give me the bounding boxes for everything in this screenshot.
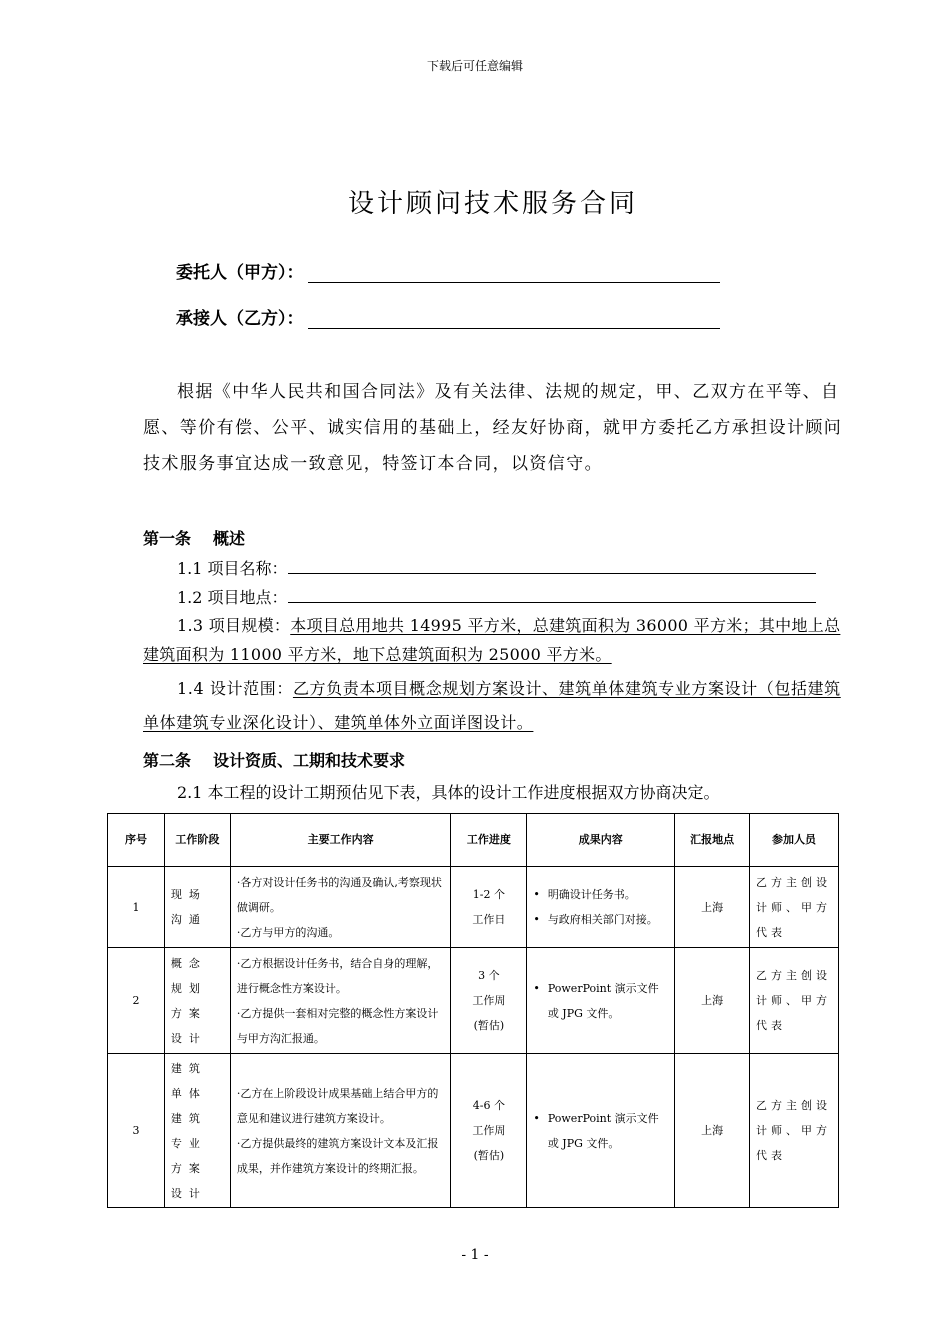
header-note: 下载后可任意编辑: [426, 59, 523, 73]
row-content: [230, 1054, 451, 1208]
row-place: 上海: [675, 1054, 750, 1208]
item-1-4-label: 1.4 设计范围：: [177, 679, 293, 698]
row-number: 3: [108, 1054, 165, 1208]
row-stage: 建筑单体建筑专业方案设计: [164, 1054, 230, 1208]
client-label: 委托人（甲方）：: [176, 263, 304, 283]
row-place: 上海: [675, 867, 750, 948]
table-row: [108, 1054, 839, 1208]
table-header: 参加人员: [750, 814, 839, 867]
content-line: ·乙方提供最终的建筑方案设计文本及汇报成果，并作建筑方案设计的终期汇报。: [236, 1136, 439, 1175]
row-number: 1: [108, 867, 165, 948]
item-2-1: [143, 777, 848, 809]
table-header: 成果内容: [527, 814, 675, 867]
progress-line: (暂估): [473, 1019, 505, 1032]
item-1-4-text: 乙方负责本项目概念规划方案设计、建筑单体建筑专业方案设计（包括建筑单体建筑专业深化设计）、建筑单体外立面详图设计。: [143, 679, 841, 732]
article2-title: 设计资质、工期和技术要求: [213, 751, 406, 770]
row-progress: [451, 867, 527, 948]
contractor-blank[interactable]: [308, 308, 720, 329]
article2-heading: [143, 748, 405, 771]
table-header: 工作阶段: [164, 814, 230, 867]
progress-line: 工作周: [472, 994, 506, 1007]
table-header: 序号: [108, 814, 165, 867]
item-1-2: [143, 582, 848, 614]
bullet-icon: •: [533, 1111, 540, 1125]
progress-line: 工作日: [472, 913, 506, 926]
row-place: 上海: [675, 948, 750, 1054]
progress-line: 工作周: [472, 1124, 506, 1137]
row-results: [527, 1054, 675, 1208]
article1-title: 概述: [213, 529, 246, 548]
intro-paragraph: [143, 374, 848, 482]
article2-number: 第二条: [143, 751, 192, 770]
progress-line: 1-2 个: [472, 888, 505, 901]
content-line: ·乙方在上阶段设计成果基础上结合甲方的意见和建议进行建筑方案设计。: [236, 1086, 439, 1125]
progress-line: (暂估): [473, 1149, 505, 1162]
table-row: [108, 867, 839, 948]
row-people: 乙方主创设计师、甲方代表: [750, 867, 839, 948]
row-progress: [451, 1054, 527, 1208]
row-results: [527, 867, 675, 948]
project-location-blank[interactable]: [288, 584, 816, 603]
item-1-1-label: 1.1 项目名称：: [177, 559, 288, 578]
item-1-3: [143, 611, 848, 669]
item-1-2-label: 1.2 项目地点：: [177, 588, 288, 607]
content-line: ·乙方与甲方的沟通。: [236, 925, 340, 939]
bullet-icon: •: [533, 981, 540, 995]
table-header: 汇报地点: [675, 814, 750, 867]
item-1-3-text: 本项目总用地共 14995 平方米，总建筑面积为 36000 平方米；其中地上总建筑面积为 11000 平方米，地下总建筑面积为 25000 平方米。: [143, 616, 841, 664]
bullet-icon: •: [533, 913, 540, 926]
content-line: ·各方对设计任务书的沟通及确认,考察现状做调研。: [236, 875, 442, 914]
result-item: [533, 1106, 668, 1156]
result-item: [533, 882, 668, 907]
content-line: ·乙方根据设计任务书，结合自身的理解，进行概念性方案设计。: [236, 956, 439, 995]
result-text: 与政府相关部门对接。: [547, 913, 658, 926]
item-2-1-text: 2.1 本工程的设计工期预估见下表，具体的设计工作进度根据双方协商决定。: [177, 783, 720, 802]
progress-line: 4-6 个: [472, 1099, 505, 1112]
page-number: - 1 -: [461, 1247, 489, 1263]
row-number: 2: [108, 948, 165, 1054]
row-results: [527, 948, 675, 1054]
item-1-3-label: 1.3 项目规模：: [177, 616, 291, 635]
schedule-table: [107, 813, 839, 1208]
bullet-icon: •: [533, 888, 540, 901]
result-text: PowerPoint 演示文件或 JPG 文件。: [547, 1111, 659, 1150]
item-1-4: [143, 672, 848, 740]
document-title: 设计顾问技术服务合同: [347, 189, 638, 219]
intro-text: 根据《中华人民共和国合同法》及有关法律、法规的规定，甲、乙双方在平等、自愿、等价有偿、公平、诚实信用的基础上，经友好协商，就甲方委托乙方承担设计顾问技术服务事宜达成一致意见，特签订本合同，以资信守。: [143, 382, 843, 474]
table-header: 主要工作内容: [230, 814, 451, 867]
project-name-blank[interactable]: [288, 555, 816, 574]
result-item: [533, 976, 668, 1026]
result-text: 明确设计任务书。: [547, 888, 636, 901]
row-content: [230, 867, 451, 948]
article1-heading: [143, 526, 245, 549]
item-1-1: [143, 553, 848, 585]
contractor-party-line: [176, 304, 720, 329]
row-stage: 现场沟通: [164, 867, 230, 948]
result-item: [533, 907, 668, 932]
client-party-line: [176, 258, 720, 283]
row-people: 乙方主创设计师、甲方代表: [750, 948, 839, 1054]
contractor-label: 承接人（乙方）：: [176, 309, 304, 329]
content-line: ·乙方提供一套相对完整的概念性方案设计与甲方沟汇报通。: [236, 1006, 439, 1045]
progress-line: 3 个: [478, 969, 500, 982]
table-header-row: [108, 814, 839, 867]
client-blank[interactable]: [308, 262, 720, 283]
article1-number: 第一条: [143, 529, 192, 548]
row-progress: [451, 948, 527, 1054]
row-people: 乙方主创设计师、甲方代表: [750, 1054, 839, 1208]
row-content: [230, 948, 451, 1054]
result-text: PowerPoint 演示文件或 JPG 文件。: [547, 981, 659, 1020]
table-row: [108, 948, 839, 1054]
row-stage: 概念规划方案设计: [164, 948, 230, 1054]
table-header: 工作进度: [451, 814, 527, 867]
